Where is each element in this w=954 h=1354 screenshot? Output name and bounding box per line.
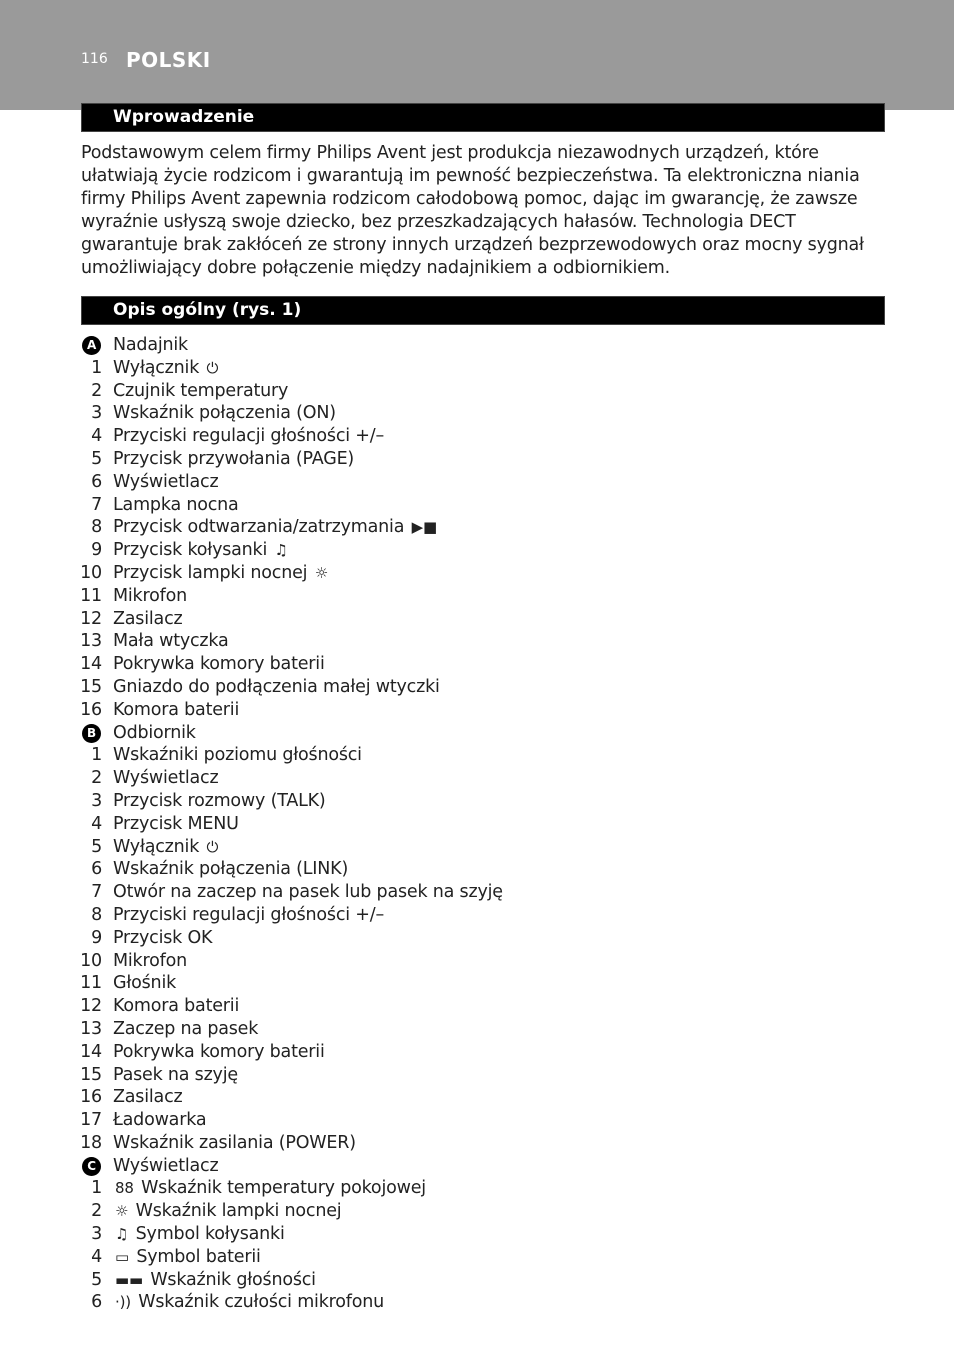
item-number: 6 (91, 471, 102, 492)
item-text: Wskaźnik lampki nocnej (135, 1201, 342, 1222)
item-text: Przycisk MENU (113, 813, 239, 834)
item-text: Komora baterii (113, 699, 240, 720)
display-symbol-icon: ·)) (115, 1293, 131, 1312)
item-label (113, 1086, 183, 1109)
item-number: 10 (80, 562, 102, 583)
item-number: 10 (80, 950, 102, 971)
item-label (113, 950, 187, 973)
item-text: Zaczep na pasek (113, 1018, 259, 1039)
list-item (0, 448, 954, 471)
item-text: Przyciski regulacji głośności +/– (113, 426, 384, 447)
item-text: Symbol baterii (136, 1246, 261, 1267)
display-symbol-icon: ♫ (115, 1225, 129, 1244)
button-symbol-icon: ▶■ (411, 518, 437, 537)
list-item (0, 1155, 954, 1178)
list-item (0, 676, 954, 699)
section-marker-badge: A (82, 336, 101, 355)
item-number: 18 (80, 1132, 102, 1153)
item-number: 11 (80, 973, 102, 994)
parts-list (0, 334, 954, 1314)
item-text: Ładowarka (113, 1110, 207, 1131)
item-text: Przycisk odtwarzania/zatrzymania (113, 517, 405, 538)
list-item (0, 1177, 954, 1200)
item-number: 9 (91, 927, 102, 948)
item-number: 5 (91, 1269, 102, 1290)
item-label (113, 699, 239, 722)
item-text: Mała wtyczka (113, 631, 229, 652)
list-item (0, 357, 954, 380)
item-text: Wskaźnik czułości mikrofonu (138, 1292, 385, 1313)
list-item (0, 1246, 954, 1269)
item-text: Nadajnik (113, 335, 188, 355)
list-item (0, 858, 954, 881)
item-text: Wskaźnik głośności (150, 1269, 316, 1290)
item-text: Przycisk kołysanki (113, 540, 268, 561)
item-text: Otwór na zaczep na pasek lub pasek na szyję (113, 882, 503, 903)
item-text: Głośnik (113, 973, 177, 994)
list-item (0, 1018, 954, 1041)
item-number: 5 (91, 836, 102, 857)
item-number: 1 (91, 357, 102, 378)
list-item (0, 539, 954, 562)
item-label (113, 1155, 218, 1178)
item-text: Gniazdo do podłączenia małej wtyczki (113, 676, 440, 697)
list-item (0, 744, 954, 767)
list-item (0, 630, 954, 653)
list-item (0, 471, 954, 494)
item-number: 15 (80, 1064, 102, 1085)
item-number: 2 (91, 380, 102, 401)
list-item (0, 494, 954, 517)
list-item (0, 1291, 954, 1314)
item-label (113, 744, 362, 767)
page-header-bar (0, 0, 954, 110)
list-item (0, 767, 954, 790)
item-label (113, 1291, 384, 1314)
item-label (113, 1177, 426, 1200)
item-number: 12 (80, 608, 102, 629)
item-text: Mikrofon (113, 585, 187, 606)
item-text: Czujnik temperatury (113, 380, 289, 401)
item-text: Przycisk przywołania (PAGE) (113, 448, 355, 469)
item-label (113, 858, 348, 881)
item-text: Zasilacz (113, 1087, 183, 1108)
item-label (113, 927, 212, 950)
item-text: Wyłącznik (113, 357, 200, 378)
section-marker-badge: B (82, 724, 101, 743)
item-text: Wyłącznik (113, 836, 200, 857)
list-item (0, 972, 954, 995)
page-number: 116 (81, 51, 108, 67)
item-number: 4 (91, 1246, 102, 1267)
list-item (0, 1064, 954, 1087)
item-number: 14 (80, 1041, 102, 1062)
item-label (113, 1223, 285, 1246)
list-item (0, 1041, 954, 1064)
item-label (113, 1018, 258, 1041)
item-label (113, 562, 330, 585)
item-number: 1 (91, 1178, 102, 1199)
list-item (0, 380, 954, 403)
list-item (0, 334, 954, 357)
item-label (113, 1109, 206, 1132)
list-item (0, 722, 954, 745)
item-number: 7 (91, 882, 102, 903)
item-label (113, 516, 439, 539)
list-item (0, 562, 954, 585)
item-text: Zasilacz (113, 608, 183, 629)
item-label (113, 608, 183, 631)
list-item (0, 1200, 954, 1223)
display-symbol-icon: 88 (115, 1179, 134, 1198)
item-number: 7 (91, 494, 102, 515)
item-number: 16 (80, 699, 102, 720)
language-title: POLSKI (126, 48, 211, 72)
item-label (113, 1064, 238, 1087)
item-text: Przycisk lampki nocnej (113, 562, 308, 583)
item-number: 3 (91, 403, 102, 424)
item-text: Odbiornik (113, 722, 196, 743)
list-item (0, 881, 954, 904)
item-label (113, 380, 288, 403)
item-label (113, 676, 440, 699)
item-number: 3 (91, 790, 102, 811)
section-title-intro: Wprowadzenie (113, 107, 255, 127)
list-item (0, 699, 954, 722)
item-label (113, 904, 384, 927)
display-symbol-icon: ▬▬ (115, 1270, 143, 1289)
item-label (113, 653, 325, 676)
display-symbol-icon: ▭ (115, 1247, 129, 1266)
item-text: Symbol kołysanki (135, 1224, 285, 1245)
list-item (0, 1223, 954, 1246)
list-item (0, 608, 954, 631)
item-label (113, 1200, 341, 1223)
item-label (113, 836, 220, 859)
item-text: Przycisk rozmowy (TALK) (113, 790, 326, 811)
item-text: Wskaźnik połączenia (LINK) (113, 859, 349, 880)
item-text: Mikrofon (113, 950, 187, 971)
list-item (0, 790, 954, 813)
button-symbol-icon: ☼ (314, 563, 328, 582)
item-label (113, 448, 354, 471)
item-number: 9 (91, 540, 102, 561)
item-label (113, 494, 239, 517)
item-label (113, 539, 290, 562)
intro-paragraph: Podstawowym celem firmy Philips Avent jest produkcja niezawodnych urządzeń, które ułatwiają życie rodzicom i gwarantują im pewność bezpieczeństwa. Ta elektroniczna niania firmy Philips Avent zapewnia rodzicom całodobową pomoc, dając im gwarancję, że zawsze wyraźnie usłyszą swoje dziecko, bez przeszkadzających hałasów. Technologia DECT gwarantuje brak zakłóceń ze strony innych urządzeń bezprzewodowych oraz mocny sygnał umożliwiający dobre połączenie między nadajnikiem a odbiornikiem. (81, 143, 864, 278)
item-label (113, 425, 384, 448)
item-label (113, 813, 239, 836)
list-item (0, 1086, 954, 1109)
list-item (0, 927, 954, 950)
item-text: Wskaźnik temperatury pokojowej (141, 1178, 426, 1199)
list-item (0, 425, 954, 448)
button-symbol-icon: ⏻ (206, 837, 219, 856)
item-number: 8 (91, 904, 102, 925)
item-label (113, 1269, 316, 1292)
item-label (113, 630, 229, 653)
item-text: Przycisk OK (113, 927, 213, 948)
item-label (113, 1041, 325, 1064)
item-label (113, 357, 220, 380)
item-label (113, 334, 188, 357)
item-number: 13 (80, 1018, 102, 1039)
item-number: 2 (91, 768, 102, 789)
list-item (0, 585, 954, 608)
list-item (0, 995, 954, 1018)
item-text: Pokrywka komory baterii (113, 1041, 325, 1062)
item-text: Wyświetlacz (113, 1155, 219, 1176)
section-title-overview: Opis ogólny (rys. 1) (113, 300, 302, 320)
list-item (0, 1132, 954, 1155)
list-item (0, 402, 954, 425)
display-symbol-icon: ☼ (115, 1202, 129, 1221)
item-number: 13 (80, 631, 102, 652)
item-text: Pasek na szyję (113, 1064, 238, 1085)
item-text: Wskaźnik połączenia (ON) (113, 403, 336, 424)
item-number: 17 (80, 1110, 102, 1131)
item-text: Przyciski regulacji głośności +/– (113, 904, 384, 925)
button-symbol-icon: ♫ (274, 541, 288, 560)
section-marker-badge: C (82, 1157, 101, 1176)
item-number: 5 (91, 448, 102, 469)
item-label (113, 471, 218, 494)
list-item (0, 904, 954, 927)
item-label (113, 881, 503, 904)
item-number: 6 (91, 859, 102, 880)
list-item (0, 1269, 954, 1292)
list-item (0, 836, 954, 859)
item-number: 11 (80, 585, 102, 606)
item-text: Wskaźnik zasilania (POWER) (113, 1132, 356, 1153)
item-number: 15 (80, 676, 102, 697)
item-number: 16 (80, 1087, 102, 1108)
item-label (113, 790, 326, 813)
item-label (113, 1132, 356, 1155)
item-text: Wyświetlacz (113, 768, 219, 789)
item-label (113, 972, 176, 995)
item-text: Lampka nocna (113, 494, 239, 515)
item-number: 1 (91, 745, 102, 766)
item-text: Pokrywka komory baterii (113, 654, 325, 675)
item-label (113, 585, 187, 608)
item-number: 2 (91, 1201, 102, 1222)
item-number: 6 (91, 1292, 102, 1313)
list-item (0, 653, 954, 676)
item-number: 3 (91, 1224, 102, 1245)
item-label (113, 722, 196, 745)
item-label (113, 767, 218, 790)
item-label (113, 1246, 261, 1269)
item-number: 14 (80, 654, 102, 675)
item-number: 8 (91, 517, 102, 538)
list-item (0, 813, 954, 836)
item-text: Komora baterii (113, 996, 240, 1017)
item-number: 4 (91, 426, 102, 447)
item-text: Wskaźniki poziomu głośności (113, 745, 362, 766)
item-number: 4 (91, 813, 102, 834)
item-number: 12 (80, 996, 102, 1017)
list-item (0, 516, 954, 539)
item-label (113, 995, 239, 1018)
list-item (0, 950, 954, 973)
item-label (113, 402, 336, 425)
item-text: Wyświetlacz (113, 471, 219, 492)
list-item (0, 1109, 954, 1132)
button-symbol-icon: ⏻ (206, 358, 219, 377)
